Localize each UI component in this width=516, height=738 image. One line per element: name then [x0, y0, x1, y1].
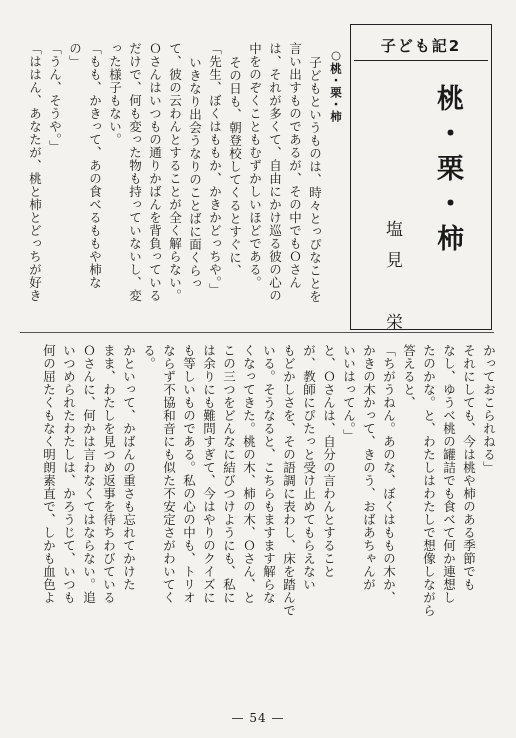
tier-divider-top [20, 332, 494, 333]
top-line: る。 [141, 344, 157, 370]
top-line: 「ちがうねん。あのな、ぼくはももの木か、 [381, 344, 397, 604]
top-line: かきの木かって、きのう、おばあちゃんが [361, 344, 377, 591]
top-line: なし、ゆうべ桃の罐詰でも食べて何か連想し [441, 344, 457, 604]
top-line: 答えると、 [401, 344, 417, 409]
top-line: も等しいものである。私の心の中も、トリオ [181, 344, 197, 604]
intro-line: いきなり出会うなりのことばに面くらっ [187, 56, 203, 290]
section-heading: ○桃・栗・柿 [329, 48, 343, 123]
top-line: が、教師にぴたっと受け止めてもらえない [301, 344, 317, 591]
top-line: まま、わたしを見つめ返事を待ちわびている [101, 344, 117, 604]
top-line: かっておこられねる」 [481, 344, 497, 474]
top-line: いつめられたわたしは、かろうじて、いつも [61, 344, 77, 604]
intro-line: て、彼の云わんとすることが全く解らない。 [167, 42, 183, 302]
top-line: たのかな。と、わたしはわたしで想像しながら [421, 344, 437, 617]
series-label: 子ども記2 [354, 30, 488, 61]
intro-line: 中をのぞくこともむずかしいほどである。 [247, 42, 263, 289]
top-line: いる。そうなると、こちらもますます解らな [261, 344, 277, 604]
intro-line: 「もも、かきって、あの食べるももや柿な [87, 42, 103, 289]
top-line: Ｏさんに、何かは言わなくてはならない。追 [81, 344, 97, 604]
top-line: と、Ｏさんは、自分の言わんとすること [321, 344, 337, 578]
intro-line: 「ははん、あなたが、桃と柿とどっちが好き [27, 42, 43, 302]
intro-line: 「うん、そうや。」 [47, 42, 63, 153]
top-line: 何の屈たくもなく明朗素直で、しかも血色よ [41, 344, 57, 604]
top-line: かといって、かばんの重さも忘れてかけた [121, 344, 137, 591]
intro-line: だけで、何も変った物も持っていないし、変 [127, 42, 143, 302]
intro-line: その日も、朝登校してくるとすぐに、 [227, 56, 243, 277]
title-box [350, 24, 492, 330]
intro-line: は、それが多くて、自由にかけ巡る彼の心の [267, 42, 283, 302]
intro-line: Ｏさんはいつもの通りかばんを背負っている [147, 42, 163, 302]
intro-line: 言い出すものであるが、その中でもＯさん [287, 42, 303, 289]
author-name: 塩見 栄 [382, 220, 402, 344]
intro-line: 子どもというものは、時々とっぴなことを [307, 56, 323, 303]
top-line: は余りにも難問すぎて、今はやりのクイズに [201, 344, 217, 604]
top-line: もどかしさを、その語調に表わし、床を踏んで [281, 344, 297, 617]
intro-line: 「先生、ぼくはももか、かきかどっちや。」 [207, 42, 223, 296]
article-title: 桃・栗・柿 [432, 84, 463, 259]
top-line: それにしても、今は桃や柿のある季節でも [461, 344, 477, 591]
top-line: この三つをどんなに結びつけようにも、私に [221, 344, 237, 604]
top-line: ならず不協和音にも似た不安定さがわいてく [161, 344, 177, 604]
top-line: くなってきた。桃の木、柿の木、Ｏさん、と [241, 344, 257, 604]
page-number: — 54 — [231, 711, 285, 725]
intro-line: の」 [67, 42, 83, 68]
top-line: いいはってん。」 [341, 344, 357, 442]
intro-line: った様子もない。 [107, 42, 123, 146]
